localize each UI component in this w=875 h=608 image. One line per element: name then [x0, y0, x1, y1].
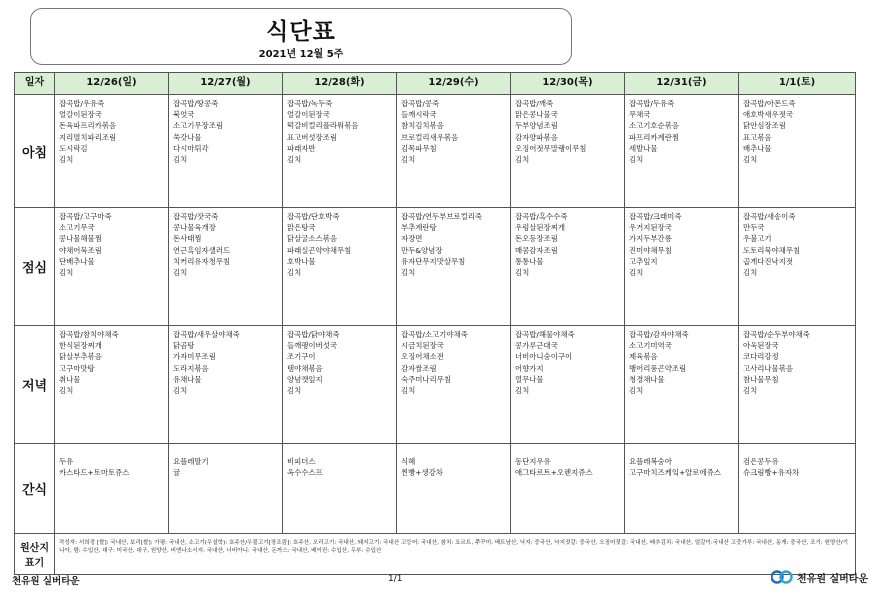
menu-item: 두부양념조림 [515, 121, 558, 131]
menu-item: 잡곡밥/아몬드죽 [743, 99, 796, 108]
menu-item: 잡곡밥/새우살야채죽 [173, 330, 240, 339]
menu-item: 김치 [743, 268, 758, 278]
menu-item: 김치 [401, 268, 416, 278]
footer-logo [771, 569, 868, 585]
date-header: 12/30(목) [511, 73, 625, 95]
menu-item: 쑥갓나물 [173, 132, 202, 142]
menu-item: 동단지우유 [515, 457, 551, 466]
menu-item: 소고기무국 [59, 223, 95, 233]
menu-item: 닭살부추볶음 [59, 352, 102, 362]
menu-item: 잡곡밥/연두부브로컬리죽 [401, 212, 483, 221]
menu-item: 고구마치즈케잌+알로에쥬스 [629, 468, 721, 478]
menu-item: 잡곡밥/우유죽 [59, 99, 105, 108]
menu-item: 김치 [59, 386, 74, 396]
menu-item: 두유 [59, 457, 74, 466]
menu-item: 한식된장찌개 [59, 341, 102, 351]
menu-item: 김치 [59, 155, 74, 165]
menu-item: 취나물 [59, 374, 81, 384]
menu-item: 잡곡밥/깨죽 [515, 99, 554, 108]
menu-item: 김치 [515, 386, 530, 396]
date-header-corner: 일자 [15, 73, 55, 95]
menu-item: 뱅어리풍곤약조림 [629, 363, 687, 373]
menu-item: 코다리강정 [743, 352, 779, 362]
menu-item: 부추계란탕 [401, 223, 437, 233]
menu-item: 김치 [173, 386, 188, 396]
menu-item: 잡곡밥/단호박죽 [287, 212, 340, 221]
menu-item: 애호박새우젓국 [743, 110, 793, 120]
menu-item: 콩나물육개장 [173, 223, 216, 233]
menu-item: 돈사태찜 [173, 234, 202, 244]
menu-item: 잡곡밥/해물야채죽 [515, 330, 575, 339]
page-number: 1/1 [388, 574, 403, 584]
menu-item: 김치 [743, 386, 758, 396]
menu-item: 감자쌀조림 [401, 363, 437, 373]
menu-cell [739, 95, 856, 208]
footer-org-name: 천유원 실버타운 [12, 576, 80, 587]
menu-item: 유자단무지맛살무침 [401, 256, 466, 266]
menu-item: 잡곡밥/새송이죽 [743, 212, 796, 221]
menu-item: 양념깻잎지 [287, 374, 323, 384]
menu-item: 브로컬리새우볶음 [401, 132, 459, 142]
menu-item: 통통나물 [515, 256, 544, 266]
menu-item: 잡곡밥/소고기야채죽 [401, 330, 468, 339]
menu-item: 도시락김 [59, 143, 88, 153]
menu-item: 들깨시락국 [401, 110, 437, 120]
menu-item: 북엇국 [173, 110, 195, 120]
menu-item: 아욱된장국 [743, 341, 779, 351]
title-box [30, 8, 572, 65]
menu-cell [511, 95, 625, 208]
menu-item: 잡곡밥/감자야채죽 [629, 330, 689, 339]
menu-item: 돈육파프리카볶음 [59, 121, 117, 131]
menu-cell [169, 444, 283, 534]
dinner-row [15, 326, 856, 444]
menu-item: 닭살굴소스볶음 [287, 234, 337, 244]
menu-item: 오징어채소전 [401, 352, 444, 362]
menu-item: 숙주미나리무침 [401, 374, 451, 384]
menu-item: 야채어묵조림 [59, 245, 102, 255]
menu-cell [397, 95, 511, 208]
menu-item: 잡곡밥/콩죽 [401, 99, 440, 108]
menu-cell [739, 444, 856, 534]
menu-item: 얼갈이된장국 [287, 110, 330, 120]
menu-item: 잡곡밥/흑수수죽 [515, 212, 568, 221]
menu-item: 감자양파볶음 [515, 132, 558, 142]
meal-label-snack: 간식 [15, 444, 55, 534]
menu-item: 조기구이 [287, 352, 316, 362]
menu-item: 식혜 [401, 457, 416, 466]
menu-item: 치커리유자청무침 [173, 256, 231, 266]
menu-item: 김치 [515, 268, 530, 278]
menu-cell [283, 326, 397, 444]
menu-item: 청경채나물 [629, 374, 665, 384]
page-subtitle: 2021년 12월 5주 [258, 49, 344, 60]
date-header-row [15, 73, 856, 95]
menu-item: 템야채볶음 [287, 363, 323, 373]
menu-item: 파프리카계란찜 [629, 132, 679, 142]
menu-item: 가자미무조림 [173, 352, 216, 362]
menu-item: 김치 [173, 268, 188, 278]
menu-item: 잡곡밥/녹두죽 [287, 99, 333, 108]
menu-cell [283, 444, 397, 534]
menu-item: 만두국 [743, 223, 765, 233]
menu-item: 김목파무침 [401, 143, 437, 153]
menu-cell [397, 208, 511, 326]
meal-label-breakfast: 아침 [15, 95, 55, 208]
menu-item: 잡곡밥/잣국죽 [173, 212, 219, 221]
menu-item: 들깨팽이버섯국 [287, 341, 337, 351]
menu-cell [283, 95, 397, 208]
menu-item: 다시마튀각 [173, 143, 209, 153]
menu-cell [283, 208, 397, 326]
origin-text: 작성자: 서희정 [쌀]: 국내산, 보리[쌀]: 가평: 국내산, 소고기(우설학): 호주산/우불고기[장조림]: 호주산, 오리고기: 국내산, 돼지고기: 국내산 고등어: 국내산, 참치: 요르트, 쭈꾸미: 베트남산, 낙지: 중국산, 낙지젓갈: 중국산, 오징어젓갈: 국내산, 배추김치: 국내산, 얼갈이:국내산 고춧가루: 국내산, 동게: 중국산, 조기: 원양산/기니아, 템: 수입산, 대구: 미국산, 대구, 원양산, 비엔나소시지: 국내산, 너비아니: 국내산, 돈까스: 국내산, 베이컨: 수입산, 두부: 수입산 [55, 534, 856, 575]
menu-item: 김치 [287, 155, 302, 165]
menu-item: 맑은콩나물국 [515, 110, 558, 120]
menu-item: 우렁살된장찌개 [515, 223, 565, 233]
menu-item: 고사리나물볶음 [743, 363, 793, 373]
logo-icon [771, 569, 793, 585]
menu-item: 제육볶음 [629, 352, 658, 362]
menu-item: 김치 [401, 386, 416, 396]
date-header: 12/26(일) [55, 73, 169, 95]
menu-item: 옥수수스프 [287, 468, 323, 478]
menu-cell [625, 326, 739, 444]
menu-item: 참치김치볶음 [401, 121, 444, 131]
menu-item: 김치 [59, 268, 74, 278]
menu-item: 우불고기 [743, 234, 772, 244]
menu-cell [511, 444, 625, 534]
menu-cell [55, 326, 169, 444]
menu-item: 잡곡밥/두유죽 [629, 99, 675, 108]
date-header: 12/27(월) [169, 73, 283, 95]
menu-item: 너비아니숭이구이 [515, 352, 573, 362]
menu-cell [55, 95, 169, 208]
menu-item: 김치 [743, 155, 758, 165]
menu-cell [55, 444, 169, 534]
menu-cell [397, 444, 511, 534]
menu-item: 소고기호순볶음 [629, 121, 679, 131]
menu-item: 배추나물 [743, 143, 772, 153]
menu-cell [625, 95, 739, 208]
menu-item: 잡곡밥/크래미죽 [629, 212, 682, 221]
menu-item: 비피더스 [287, 457, 316, 466]
menu-item: 김치 [173, 155, 188, 165]
date-header: 12/29(수) [397, 73, 511, 95]
menu-item: 잡곡밥/참치야채죽 [59, 330, 119, 339]
menu-item: 콩나물해물찜 [59, 234, 102, 244]
origin-label: 원산지 표기 [15, 534, 55, 575]
meal-label-dinner: 저녁 [15, 326, 55, 444]
menu-item: 슈크림빵+유자차 [743, 468, 800, 478]
menu-item: 고구마맛탕 [59, 363, 95, 373]
menu-item: 애그타르트+오렌지쥬스 [515, 468, 593, 478]
menu-item: 고추잎지 [629, 256, 658, 266]
menu-item: 우거지된장국 [629, 223, 672, 233]
menu-item: 잡곡밥/땅콩죽 [173, 99, 219, 108]
menu-item: 맑은탕국 [287, 223, 316, 233]
menu-item: 김치 [287, 386, 302, 396]
menu-cell [397, 326, 511, 444]
menu-cell [739, 326, 856, 444]
menu-item: 찐빵+생강차 [401, 468, 443, 478]
menu-item: 요플레복숭아 [629, 457, 672, 466]
menu-item: 소고기무장조림 [173, 121, 223, 131]
menu-item: 잡곡밥/순두부야채죽 [743, 330, 810, 339]
menu-cell [739, 208, 856, 326]
menu-item: 떡갈비컬리플라워볶음 [287, 121, 359, 131]
lunch-row [15, 208, 856, 326]
menu-cell [169, 326, 283, 444]
menu-item: 귤 [173, 468, 181, 478]
menu-cell [511, 208, 625, 326]
menu-item: 김치 [629, 268, 644, 278]
menu-item: 자장면 [401, 234, 423, 244]
menu-item: 무채국 [629, 110, 651, 120]
menu-cell [169, 95, 283, 208]
breakfast-row [15, 95, 856, 208]
date-header: 12/31(금) [625, 73, 739, 95]
menu-item: 만두&양념장 [401, 245, 443, 255]
menu-item: 매콤감자조림 [515, 245, 558, 255]
menu-item: 단배추나물 [59, 256, 95, 266]
snack-row [15, 444, 856, 534]
menu-item: 김치 [629, 155, 644, 165]
menu-item: 김치 [629, 386, 644, 396]
menu-item: 닭안심장조림 [743, 121, 786, 131]
menu-item: 소고기미역국 [629, 341, 672, 351]
menu-item: 표고버섯장조림 [287, 132, 337, 142]
menu-item: 진미야채무침 [629, 245, 672, 255]
menu-item: 김치 [515, 155, 530, 165]
logo-text: 천유원 실버타운 [797, 573, 869, 585]
page-title: 식단표 [266, 19, 336, 45]
menu-item: 연근흑임자샐러드 [173, 245, 231, 255]
menu-item: 어향가지 [515, 363, 544, 373]
date-header: 1/1(토) [739, 73, 856, 95]
menu-item: 카스타드+토마토쥬스 [59, 468, 130, 478]
menu-item: 열무나물 [515, 374, 544, 384]
menu-cell [511, 326, 625, 444]
menu-cell [55, 208, 169, 326]
menu-item: 파래자반 [287, 143, 316, 153]
menu-cell [625, 208, 739, 326]
menu-item: 세발나물 [629, 143, 658, 153]
menu-item: 검은콩두유 [743, 457, 779, 466]
menu-item: 지리멸치파리조림 [59, 132, 117, 142]
date-header: 12/28(화) [283, 73, 397, 95]
menu-item: 가지두부간룡 [629, 234, 672, 244]
meal-table [14, 72, 856, 575]
menu-item: 유채나물 [173, 374, 202, 384]
menu-item: 오징어젓무말랭이무침 [515, 143, 587, 153]
menu-item: 요플레딸기 [173, 457, 209, 466]
menu-item: 김치 [401, 155, 416, 165]
menu-item: 도라지볶음 [173, 363, 209, 373]
menu-item: 참나물무침 [743, 374, 779, 384]
menu-item: 표고볶음 [743, 132, 772, 142]
menu-item: 돈오등장조림 [515, 234, 558, 244]
menu-item: 시금치된장국 [401, 341, 444, 351]
menu-item: 잡곡밥/고구마죽 [59, 212, 112, 221]
menu-item: 호박나물 [287, 256, 316, 266]
menu-item: 얼갈이된장국 [59, 110, 102, 120]
menu-item: 닭곰탕 [173, 341, 195, 351]
origin-row [15, 534, 856, 575]
menu-item: 콩가루근대국 [515, 341, 558, 351]
meal-label-lunch: 점심 [15, 208, 55, 326]
menu-item: 잡곡밥/닭야채죽 [287, 330, 340, 339]
menu-item: 김치 [287, 268, 302, 278]
menu-item: 파래실곤약야채무침 [287, 245, 352, 255]
menu-item: 곱게다진낙지젓 [743, 256, 793, 266]
menu-cell [169, 208, 283, 326]
menu-cell [625, 444, 739, 534]
menu-item: 도토리묵야채무침 [743, 245, 801, 255]
